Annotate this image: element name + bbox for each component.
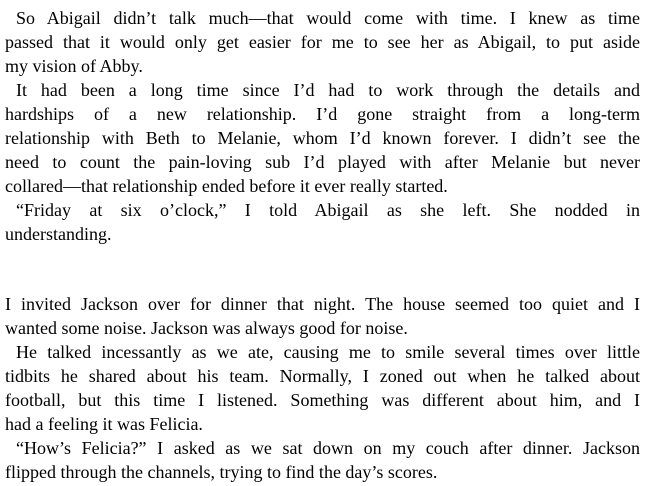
paragraph (5, 198, 640, 246)
section-break (5, 246, 640, 292)
text-line: relationship with Beth to Melanie, whom I’d known forever. I didn’t see the (5, 128, 640, 148)
text-line: I invited Jackson over for dinner that night. The house seemed too quiet and I (5, 294, 640, 314)
text-line: It had been a long time since I’d had to work through the details and (16, 80, 640, 100)
text-line: “Friday at six o’clock,” I told Abigail as she left. She nodded in (16, 200, 640, 220)
paragraph (5, 78, 640, 198)
text-line: collared—that relationship ended before it ever really started. (5, 176, 448, 196)
text-line: So Abigail didn’t talk much—that would come with time. I knew as time (16, 8, 640, 28)
paragraph (5, 6, 640, 78)
text-line: passed that it would only get easier for me to see her as Abigail, to put aside (5, 32, 640, 52)
paragraph (5, 340, 640, 436)
text-line: hardships of a new relationship. I’d gone straight from a long-term (5, 104, 640, 124)
paragraph (5, 292, 640, 340)
text-line: wanted some noise. Jackson was always good for noise. (5, 318, 408, 338)
text-line: “How’s Felicia?” I asked as we sat down on my couch after dinner. Jackson (16, 438, 640, 458)
text-line: football, but this time I listened. Something was different about him, and I (5, 390, 640, 410)
paragraph (5, 436, 640, 484)
text-line: understanding. (5, 224, 112, 244)
text-line: tidbits he shared about his team. Normally, I zoned out when he talked about (5, 366, 640, 386)
text-line: need to count the pain-loving sub I’d played with after Melanie but never (5, 152, 640, 172)
text-line: my vision of Abby. (5, 56, 143, 76)
text-line: flipped through the channels, trying to find the day’s scores. (5, 462, 438, 482)
text-line: He talked incessantly as we ate, causing me to smile several times over little (16, 342, 640, 362)
text-line: had a feeling it was Felicia. (5, 414, 203, 434)
